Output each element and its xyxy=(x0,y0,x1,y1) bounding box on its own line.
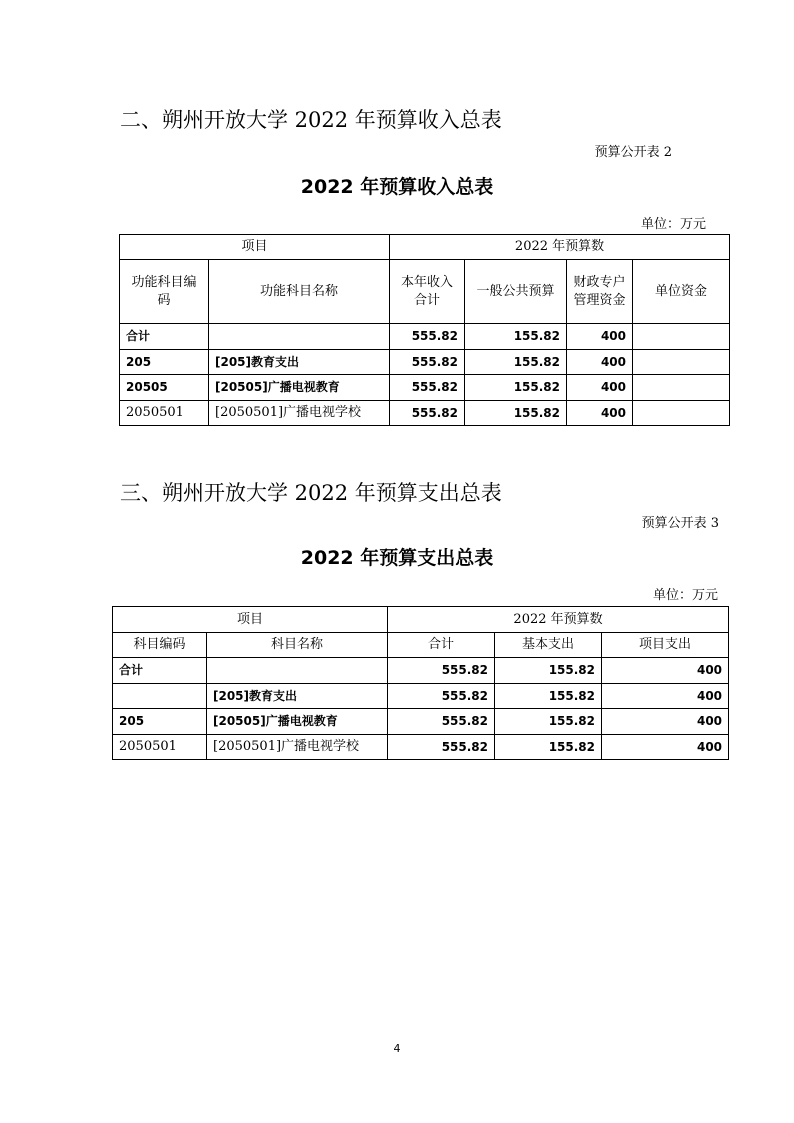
table-header-row xyxy=(113,633,729,658)
row-code xyxy=(113,684,207,709)
header-item-group: 项目 xyxy=(120,235,390,260)
row-total: 555.82 xyxy=(388,658,495,684)
row-code: 205 xyxy=(113,709,207,735)
table-header-row xyxy=(120,235,730,260)
header-budget-group: 2022 年预算数 xyxy=(390,235,730,260)
header-total-income: 本年收入合计 xyxy=(390,260,465,324)
row-fiscal: 400 xyxy=(567,375,633,401)
row-total: 555.82 xyxy=(390,401,465,426)
row-total: 555.82 xyxy=(388,709,495,735)
header-function-name: 功能科目名称 xyxy=(209,260,390,324)
table-row xyxy=(120,401,730,426)
table-row xyxy=(113,735,729,760)
row-general: 155.82 xyxy=(465,401,567,426)
row-basic: 155.82 xyxy=(495,684,602,709)
income-unit-label: 单位：万元 xyxy=(640,217,706,232)
header-project-expense: 项目支出 xyxy=(602,633,729,658)
header-fiscal-account: 财政专户管理资金 xyxy=(567,260,633,324)
row-name: [2050501]广播电视学校 xyxy=(207,735,388,760)
table-row xyxy=(120,324,730,350)
header-subject-name: 科目名称 xyxy=(207,633,388,658)
row-general: 155.82 xyxy=(465,350,567,375)
header-item-group: 项目 xyxy=(113,607,388,633)
row-fiscal: 400 xyxy=(567,350,633,375)
row-name xyxy=(209,324,390,350)
row-name xyxy=(207,658,388,684)
header-budget-group: 2022 年预算数 xyxy=(388,607,729,633)
income-section-heading: 二、朔州开放大学 2022 年预算收入总表 xyxy=(120,108,502,132)
table-row xyxy=(113,658,729,684)
row-total: 555.82 xyxy=(388,735,495,760)
row-code: 205 xyxy=(120,350,209,375)
income-table-title: 2022 年预算收入总表 xyxy=(300,176,494,198)
header-basic-expense: 基本支出 xyxy=(495,633,602,658)
row-code: 2050501 xyxy=(120,401,209,426)
row-code: 合计 xyxy=(113,658,207,684)
row-unit-fund xyxy=(633,324,730,350)
row-code: 合计 xyxy=(120,324,209,350)
row-project: 400 xyxy=(602,709,729,735)
expense-summary-table xyxy=(112,606,729,760)
header-function-code: 功能科目编码 xyxy=(120,260,209,324)
header-general-budget: 一般公共预算 xyxy=(465,260,567,324)
row-fiscal: 400 xyxy=(567,324,633,350)
row-total: 555.82 xyxy=(390,324,465,350)
row-general: 155.82 xyxy=(465,375,567,401)
table-row xyxy=(120,375,730,401)
row-code: 2050501 xyxy=(113,735,207,760)
row-name: [205]教育支出 xyxy=(207,684,388,709)
income-table-number: 预算公开表 2 xyxy=(594,145,672,160)
row-general: 155.82 xyxy=(465,324,567,350)
table-row xyxy=(120,350,730,375)
header-unit-fund: 单位资金 xyxy=(633,260,730,324)
table-header-row xyxy=(120,260,730,324)
row-project: 400 xyxy=(602,735,729,760)
row-basic: 155.82 xyxy=(495,735,602,760)
expense-unit-label: 单位：万元 xyxy=(652,588,718,603)
expense-table-title: 2022 年预算支出总表 xyxy=(300,547,494,569)
row-total: 555.82 xyxy=(388,684,495,709)
row-name: [2050501]广播电视学校 xyxy=(209,401,390,426)
row-total: 555.82 xyxy=(390,375,465,401)
expense-section-heading: 三、朔州开放大学 2022 年预算支出总表 xyxy=(120,481,502,505)
row-unit-fund xyxy=(633,375,730,401)
row-unit-fund xyxy=(633,350,730,375)
row-name: [20505]广播电视教育 xyxy=(207,709,388,735)
row-total: 555.82 xyxy=(390,350,465,375)
header-subject-code: 科目编码 xyxy=(113,633,207,658)
table-row xyxy=(113,709,729,735)
table-row xyxy=(113,684,729,709)
row-basic: 155.82 xyxy=(495,658,602,684)
row-code: 20505 xyxy=(120,375,209,401)
row-unit-fund xyxy=(633,401,730,426)
expense-table-number: 预算公开表 3 xyxy=(641,516,719,531)
row-basic: 155.82 xyxy=(495,709,602,735)
page-number: 4 xyxy=(393,1042,401,1055)
row-project: 400 xyxy=(602,684,729,709)
row-name: [20505]广播电视教育 xyxy=(209,375,390,401)
row-project: 400 xyxy=(602,658,729,684)
header-total: 合计 xyxy=(388,633,495,658)
row-fiscal: 400 xyxy=(567,401,633,426)
row-name: [205]教育支出 xyxy=(209,350,390,375)
table-header-row xyxy=(113,607,729,633)
income-summary-table xyxy=(119,234,730,426)
